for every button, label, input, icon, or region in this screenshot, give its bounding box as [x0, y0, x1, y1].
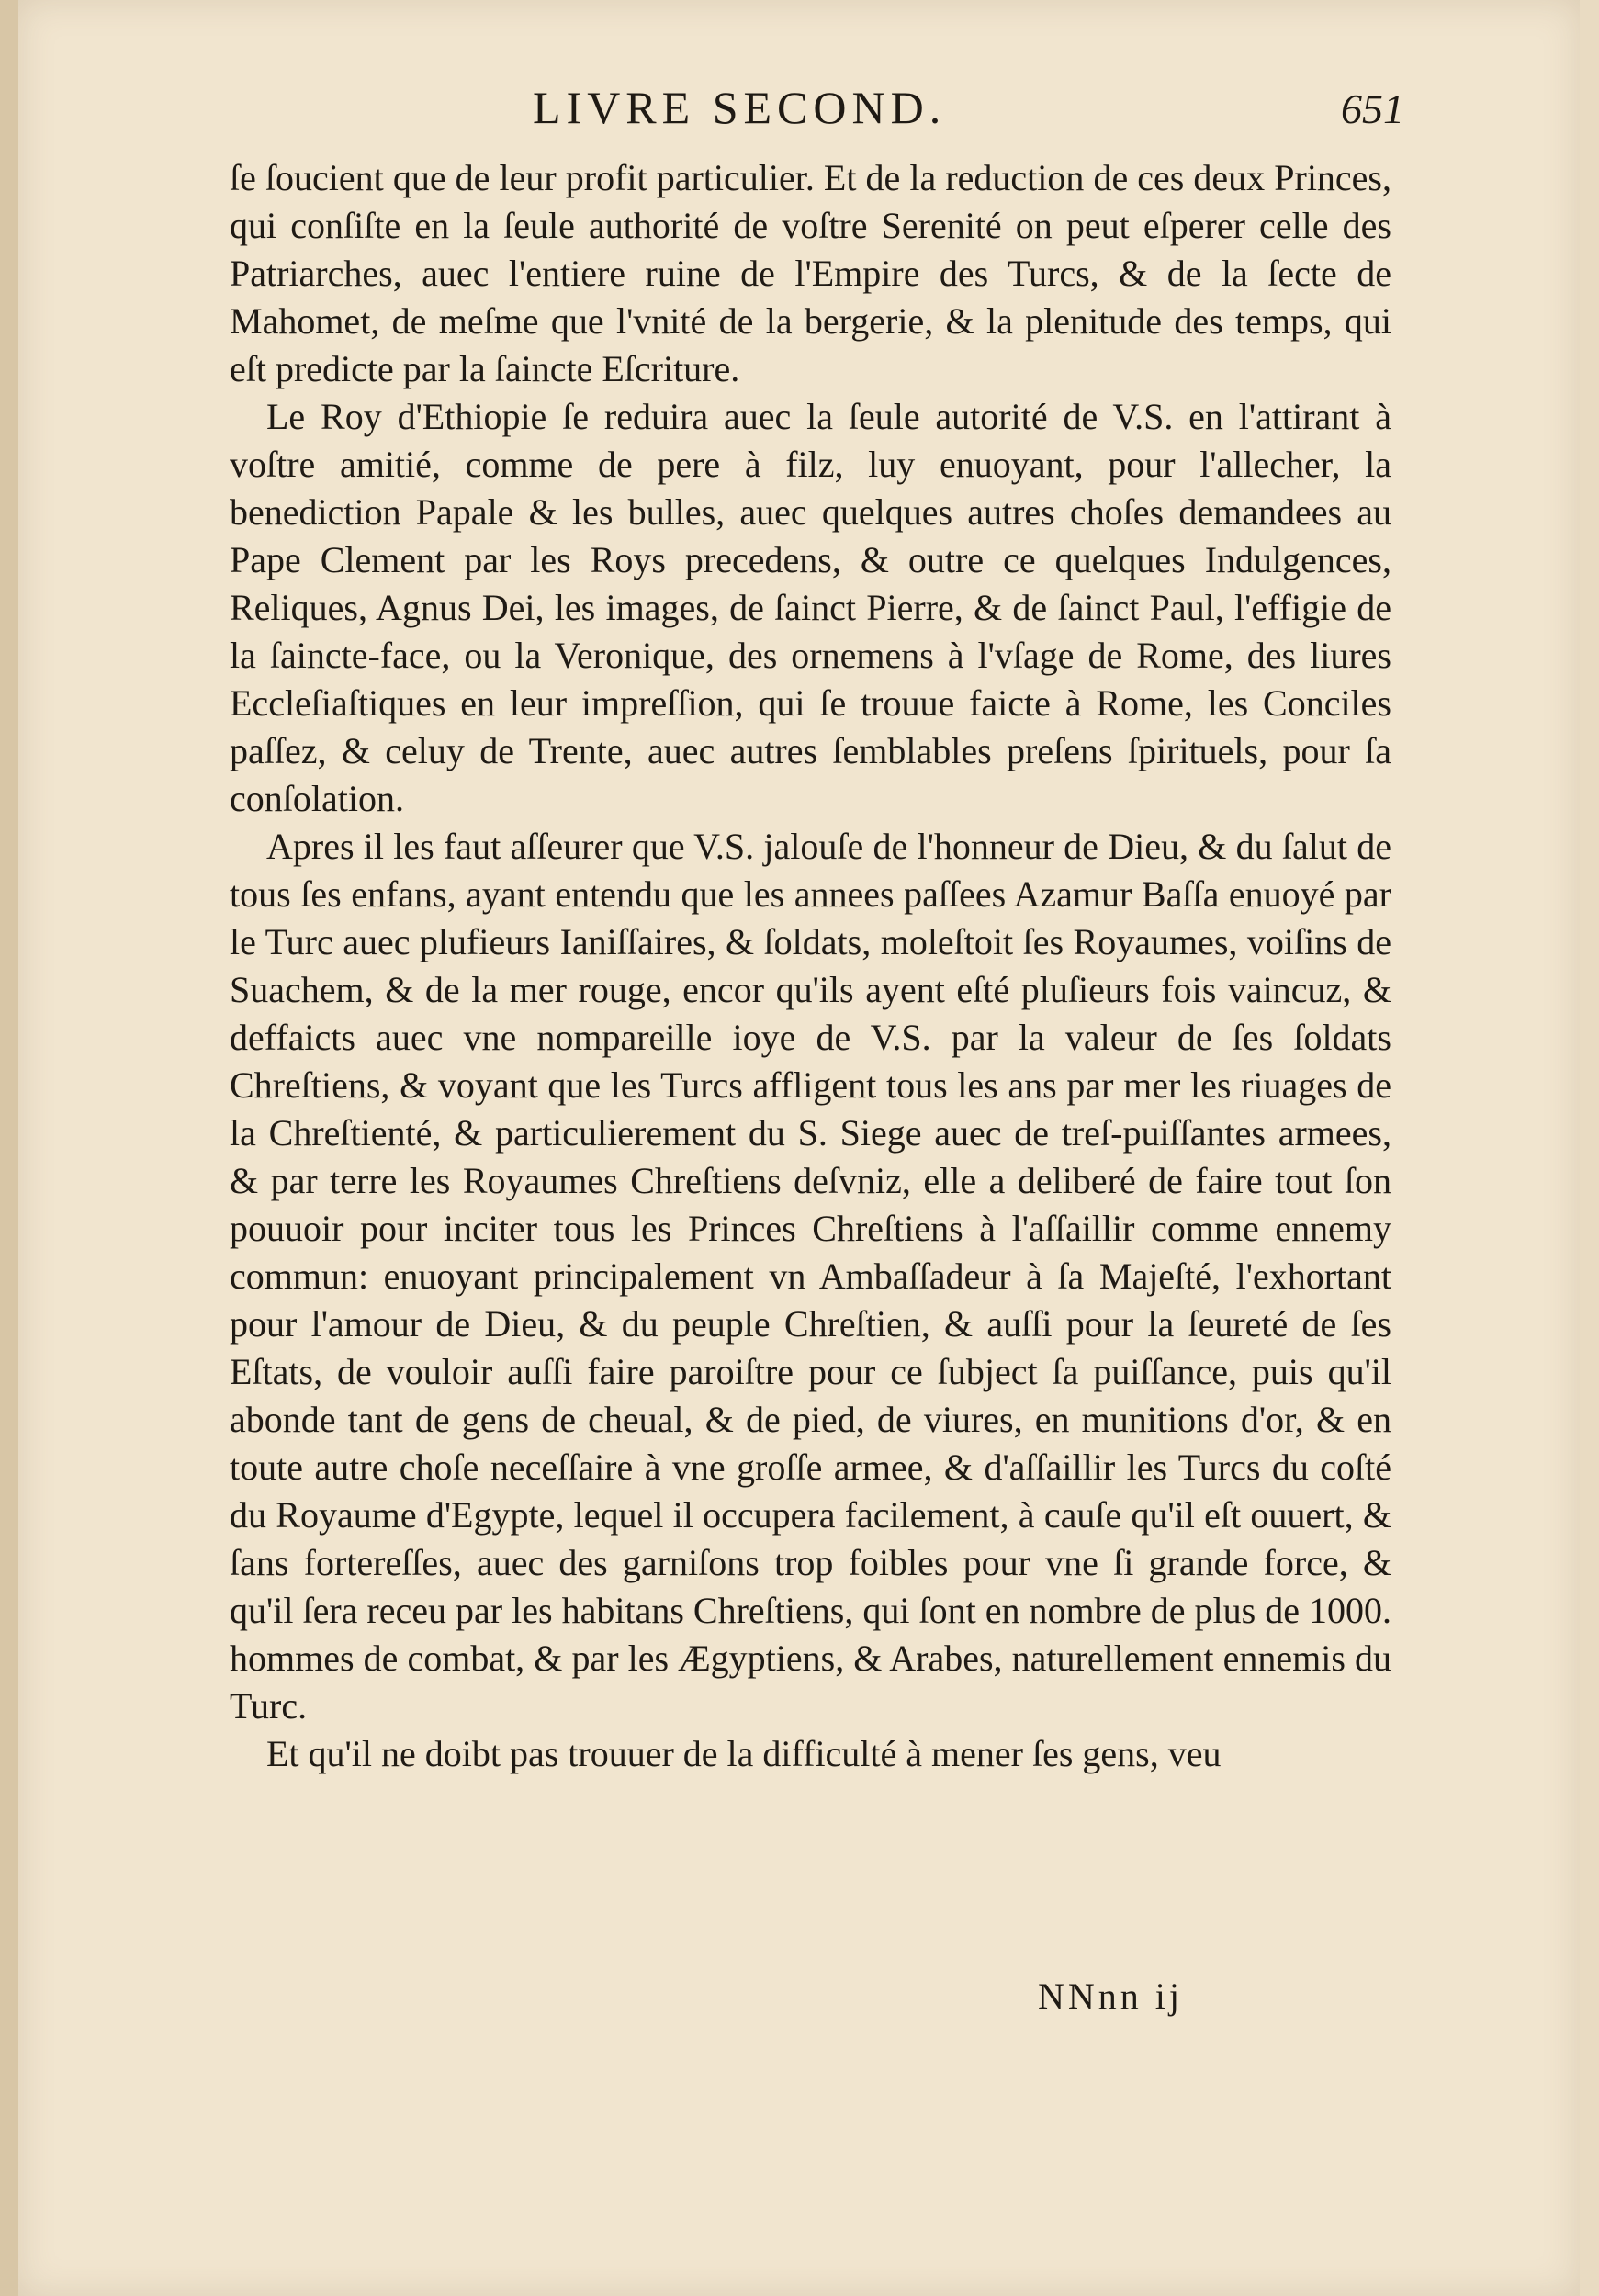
- signature-mark: NNnn ij: [1038, 1975, 1183, 2017]
- paragraph: Apres il les faut aſſeurer que V.S. jalouſe de l'honneur de Dieu, & du ſalut de tous ſes enfans, ayant entendu que les annees paſſees Azamur Baſſa enuoyé par le Turc auec plufieurs Ianiſſaires, & ſoldats, moleſtoit ſes Royaumes, voiſins de Suachem, & de la mer rouge, encor qu'ils ayent eſté pluſieurs fois vaincuz, & deffaicts auec vne nompareille ioye de V.S. par la valeur de ſes ſoldats Chreſtiens, & voyant que les Turcs affligent tous les ans par mer les riuages de la Chreſtienté, & particulierement du S. Siege auec de treſ-puiſſantes armees, & par terre les Royaumes Chreſtiens deſvniz, elle a deliberé de faire tout ſon pouuoir pour inciter tous les Princes Chreſtiens à l'aſſaillir comme ennemy commun: enuoyant principalement vn Ambaſſadeur à ſa Majeſté, l'exhortant pour l'amour de Dieu, & du peuple Chreſtien, & auſſi pour la ſeureté de ſes Eſtats, de vouloir auſſi faire paroiſtre pour ce ſubject ſa puiſſance, puis qu'il abonde tant de gens de cheual, & de pied, de viures, en munitions d'or, & en toute autre choſe neceſſaire à vne groſſe armee, & d'aſſaillir les Turcs du coſté du Royaume d'Egypte, lequel il occupera facilement, à cauſe qu'il eſt ouuert, & ſans fortereſſes, auec des garniſons trop foibles pour vne ſi grande force, & qu'il ſera receu par les habitans Chreſtiens, qui ſont en nombre de plus de 1000. hommes de combat, & par les Ægyptiens, & Arabes, naturellement ennemis du Turc.: [230, 826, 1391, 1727]
- paragraph: Et qu'il ne doibt pas trouuer de la difficulté à mener ſes gens, veu: [266, 1733, 1222, 1774]
- binding-gutter: [0, 0, 18, 2296]
- page-header: [18, 81, 1580, 136]
- paragraph: Le Roy d'Ethiopie ſe reduira auec la ſeule autorité de V.S. en l'attirant à voſtre amitié, comme de pere à filz, luy enuoyant, pour l'allecher, la benediction Papale & les bulles, auec quelques autres choſes demandees au Pape Clement par les Roys precedens, & outre ce quelques Indulgences, Reliques, Agnus Dei, les images, de ſainct Pierre, & de ſainct Paul, l'effigie de la ſaincte-face, ou la Veronique, des ornemens à l'vſage de Rome, des liures Eccleſiaſtiques en leur impreſſion, qui ſe trouue faicte à Rome, les Conciles paſſez, & celuy de Trente, auec autres ſemblables preſens ſpirituels, pour ſa conſolation.: [230, 396, 1391, 819]
- page-number: 651: [1341, 85, 1404, 132]
- body-text: [230, 154, 1391, 1778]
- paragraph: ſe ſoucient que de leur profit particulier. Et de la reduction de ces deux Princes, qui conſiſte en la ſeule authorité de voſtre Serenité on peut eſperer celle des Patriarches, auec l'entiere ruine de l'Empire des Turcs, & de la ſecte de Mahomet, de meſme que l'vnité de la bergerie, & la plenitude des temps, qui eſt predicte par la ſaincte Eſcriture.: [230, 157, 1391, 389]
- running-title: LIVRE SECOND.: [533, 82, 947, 133]
